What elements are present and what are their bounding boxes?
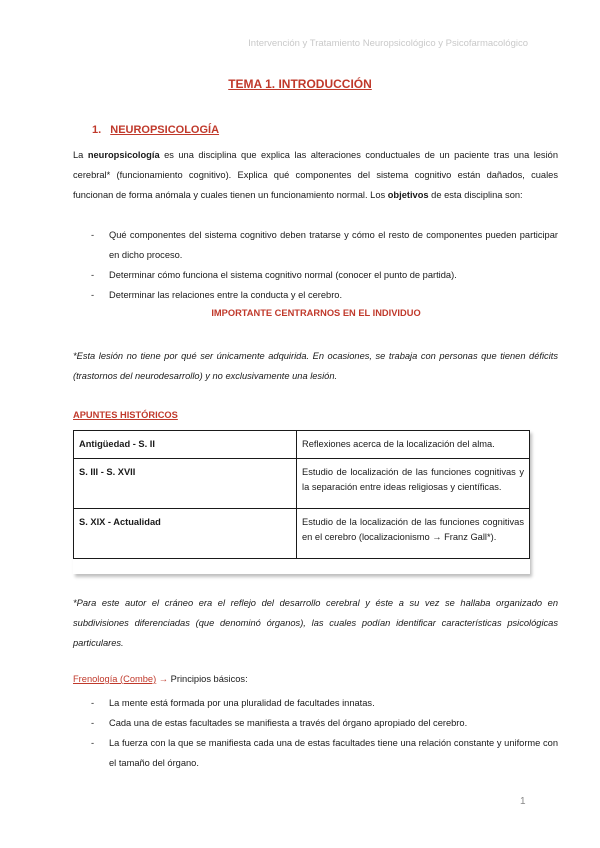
page-number: 1 (520, 796, 526, 807)
arrow-icon: → (156, 674, 171, 684)
section-title: NEUROPSICOLOGÍA (110, 124, 220, 136)
intro-text-end: de esta disciplina son: (428, 190, 523, 200)
list-item (91, 225, 558, 265)
footnote-lesion: *Esta lesión no tiene por qué ser únicamente adquirida. En ocasiones, se trabaja con personas que tienen déficits (trastornos del neurodesarrollo) y no exclusivamente una lesión. (73, 351, 558, 381)
list-item (91, 265, 558, 285)
table-cell-period: S. III - S. XVII (74, 459, 297, 509)
intro-paragraph (73, 145, 558, 205)
bullet-dash: - (91, 718, 95, 728)
intro-objetivos: objetivos (387, 190, 429, 200)
list-item-text: Determinar cómo funciona el sistema cognitivo normal (conocer el punto de partida). (109, 270, 457, 280)
footnote-gall: *Para este autor el cráneo era el reflejo del desarrollo cerebral y éste a su vez se hallaba organizado en subdivisiones diferenciadas (que denominó órganos), las cuales podían identificar características psicológicas particulares. (73, 598, 558, 648)
intro-term: neuropsicología (87, 150, 160, 160)
frenologia-link[interactable]: Frenología (Combe) (73, 674, 157, 684)
objectives-list (91, 225, 558, 305)
list-item (91, 285, 558, 305)
frenologia-text: Principios básicos: (170, 674, 248, 684)
table-cell-desc: Estudio de la localización de las funciones cognitivas en el cerebro (localizacionismo → Franz Gall*). (297, 509, 530, 559)
running-header: Intervención y Tratamiento Neuropsicológico y Psicofarmacológico (248, 38, 528, 49)
list-item-text: La mente está formada por una pluralidad de facultades innatas. (109, 698, 375, 708)
section-heading (92, 124, 219, 136)
bullet-dash: - (91, 738, 95, 748)
page-title: TEMA 1. INTRODUCCIÓN (228, 77, 372, 91)
table-cell-desc: Reflexiones acerca de la localización del alma. (297, 431, 530, 459)
table-row (74, 431, 530, 459)
bullet-dash: - (91, 698, 95, 708)
list-item-text: Qué componentes del sistema cognitivo deben tratarse y cómo el resto de componentes pueden participar en dicho proceso. (109, 230, 558, 260)
table-cell-period: Antigüedad - S. II (74, 431, 297, 459)
table-cell-period: S. XIX - Actualidad (74, 509, 297, 559)
frenologia-line (73, 674, 248, 684)
list-item-text: Determinar las relaciones entre la conducta y el cerebro. (109, 290, 343, 300)
bullet-dash: - (91, 290, 95, 300)
table-cell-desc: Estudio de localización de las funciones cognitivas y la separación entre ideas religiosas y científicas. (297, 459, 530, 509)
table-row (74, 459, 530, 509)
important-note: IMPORTANTE CENTRARNOS EN EL INDIVIDUO (211, 308, 421, 318)
list-item (91, 713, 558, 733)
bullet-dash: - (91, 270, 95, 280)
principles-list (91, 693, 558, 773)
section-number: 1. (92, 124, 102, 136)
history-table (73, 430, 530, 559)
list-item (91, 693, 558, 713)
list-item-text: La fuerza con la que se manifiesta cada una de estas facultades tiene una relación constante y uniforme con el tamaño del órgano. (109, 738, 558, 768)
bullet-dash: - (91, 230, 95, 240)
intro-text-mid: es una disciplina que explica las alteraciones conductuales de un paciente tras una lesión cerebral* (funcionamiento cognitivo). Explica qué componentes del sistema cognitivo están dañados, cuales funcionan de forma anómala y cuales tienen un funcionamiento normal. Los (73, 150, 558, 200)
history-heading: APUNTES HISTÓRICOS (73, 410, 178, 420)
list-item (91, 733, 558, 773)
list-item-text: Cada una de estas facultades se manifiesta a través del órgano apropiado del cerebro. (109, 718, 468, 728)
table-row (74, 509, 530, 559)
intro-text-start: La (73, 150, 88, 160)
